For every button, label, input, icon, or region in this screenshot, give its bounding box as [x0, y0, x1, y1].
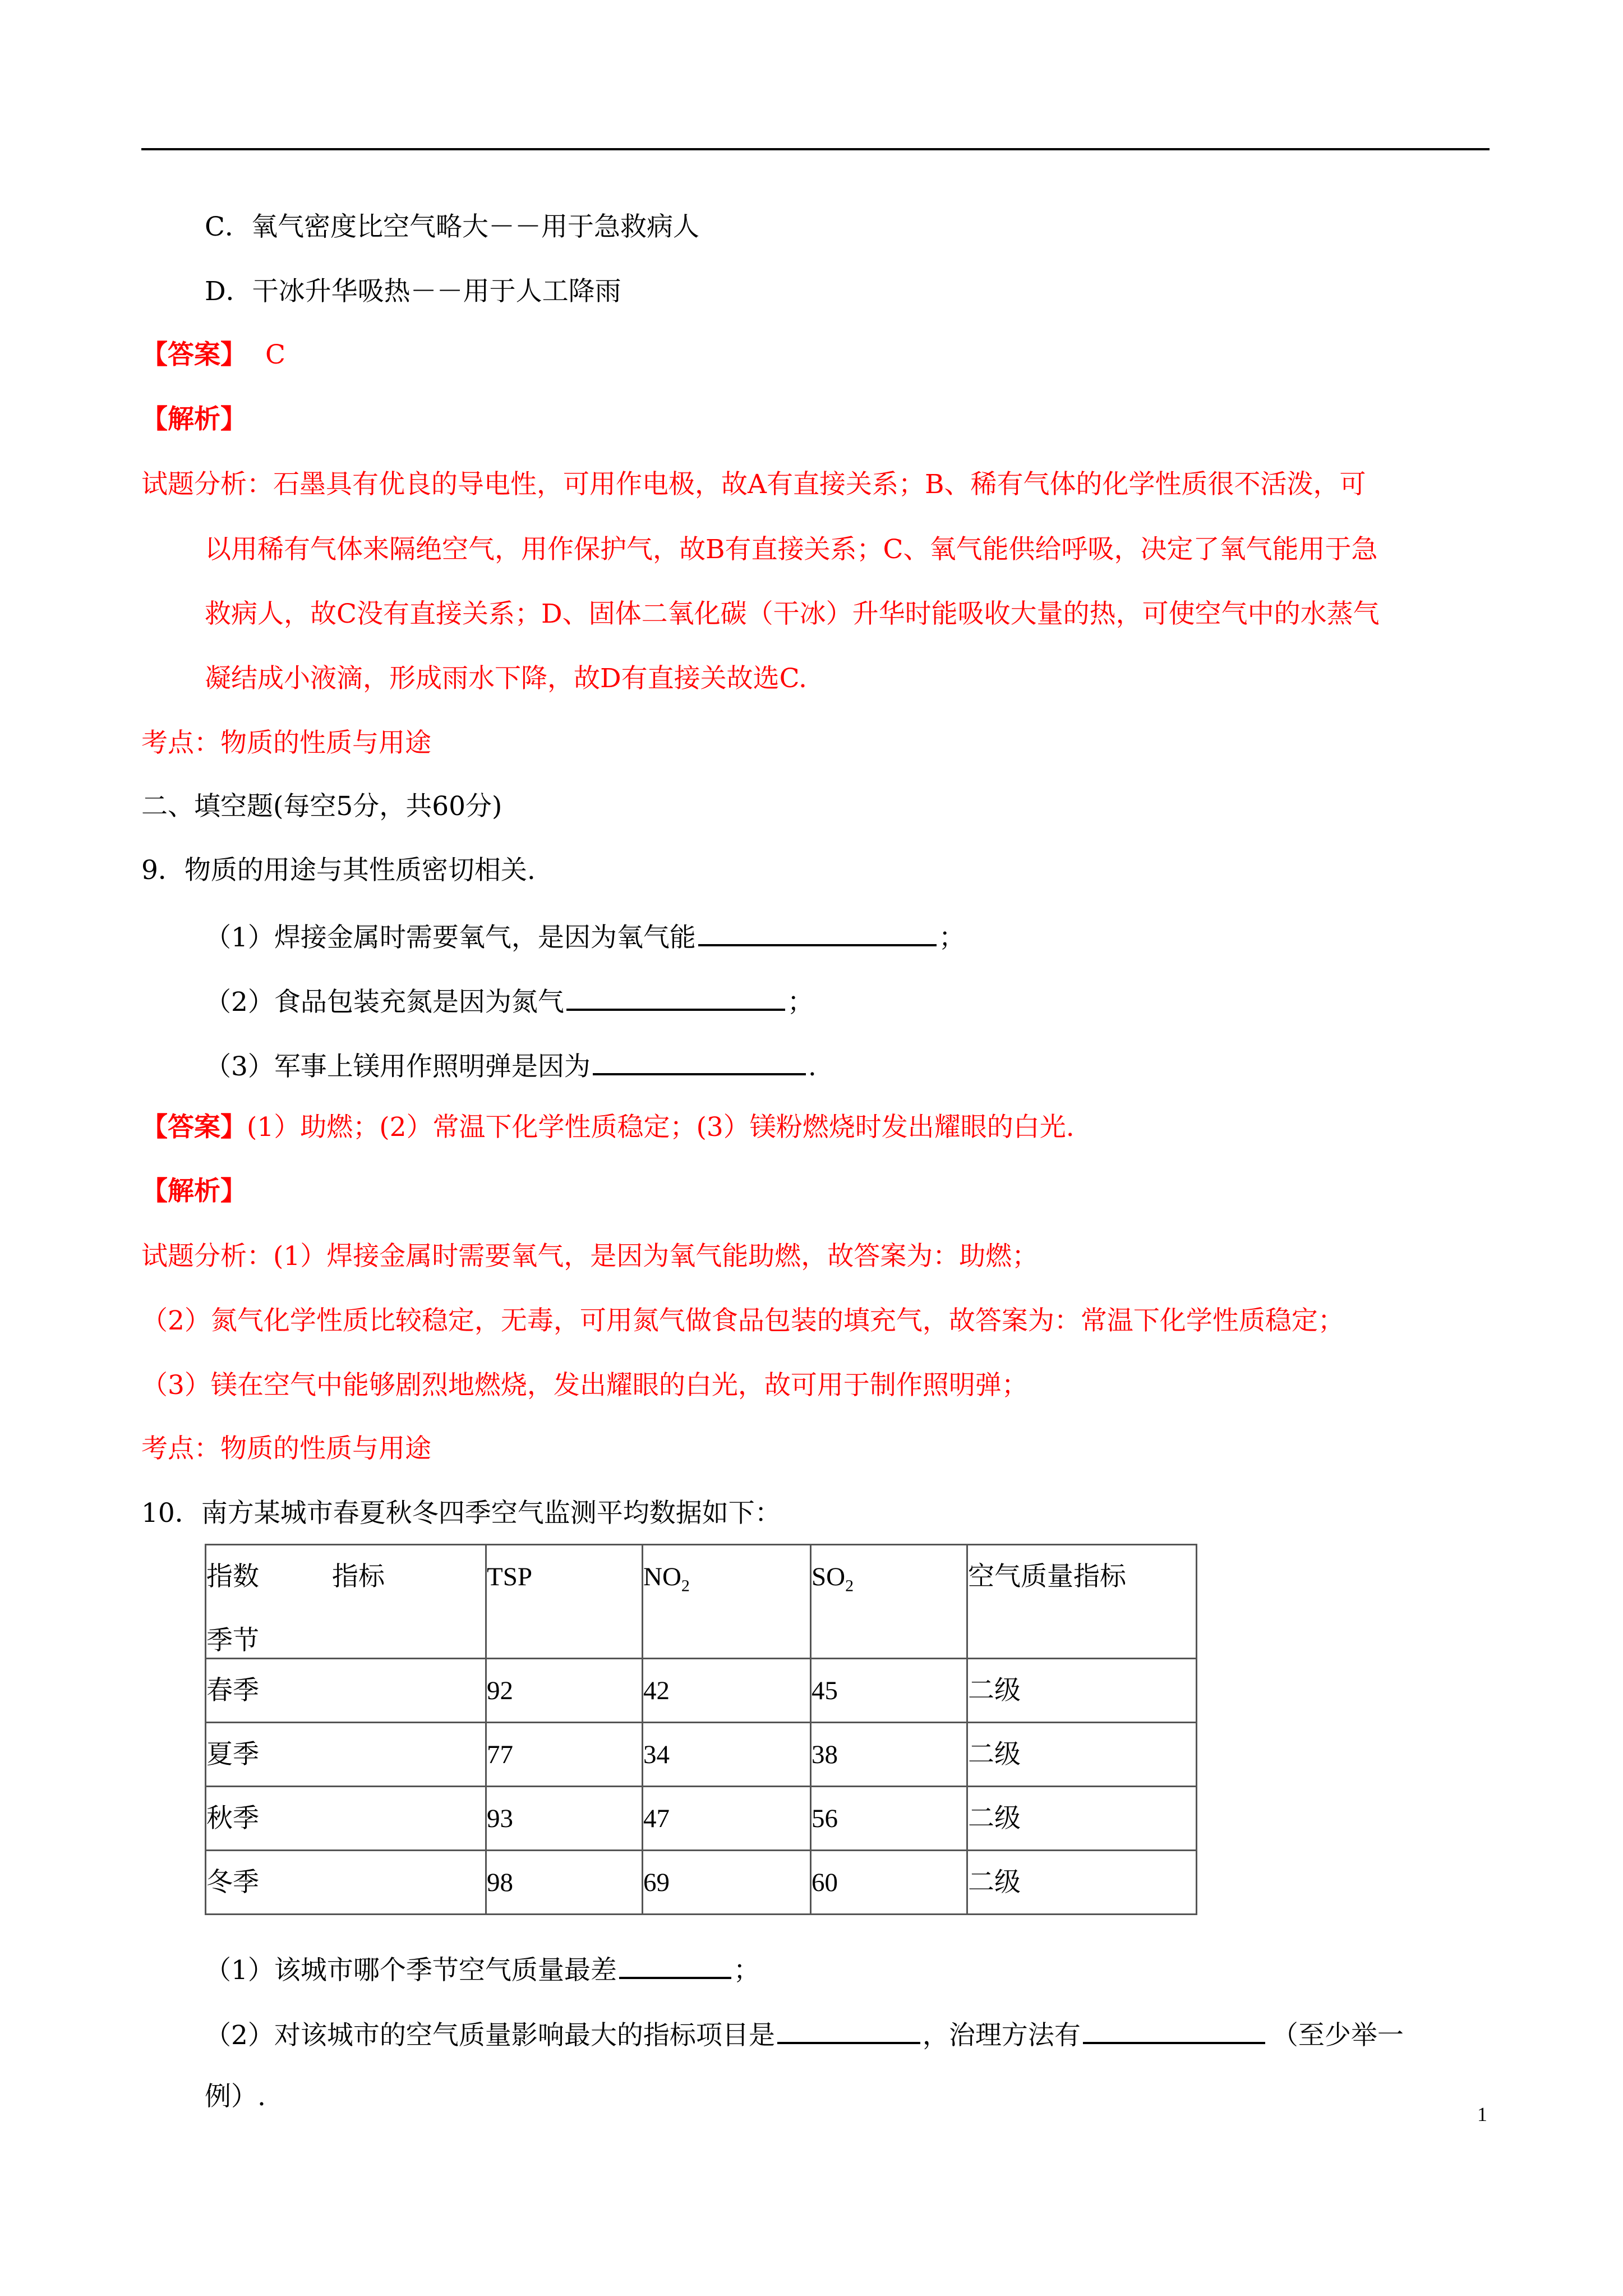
column-header-text: NO — [643, 1562, 681, 1591]
q10-sub-1 — [205, 1951, 760, 1987]
q9-stem: 9．物质的用途与其性质密切相关. — [141, 855, 536, 886]
no2-cell: 47 — [643, 1787, 811, 1851]
grade-cell: 二级 — [967, 1659, 1197, 1723]
corner-top-left: 指数 — [206, 1561, 259, 1592]
column-header-subscript: 2 — [845, 1576, 854, 1595]
answer-blank[interactable] — [777, 2016, 920, 2044]
answer-tag: 【答案】 — [141, 1112, 247, 1143]
q9-item-2 — [205, 983, 814, 1019]
column-header: 空气质量指标 — [967, 1545, 1197, 1659]
answer-value: C — [265, 339, 285, 370]
no2-cell: 42 — [643, 1659, 811, 1723]
season-cell: 冬季 — [206, 1851, 486, 1915]
q9-analysis-line-3: （3）镁在空气中能够剧烈地燃烧，发出耀眼的白光，故可用于制作照明弹； — [141, 1370, 1028, 1401]
q10-sub-2-tail: （至少举一 — [1271, 2020, 1404, 2051]
answer-tag: 【答案】 — [141, 339, 247, 370]
tsp-cell: 92 — [486, 1659, 643, 1723]
table-row — [206, 1723, 1197, 1787]
answer-blank[interactable] — [1083, 2016, 1265, 2044]
q9-answer — [141, 1111, 1075, 1144]
q10-sub-2-text: （2）对该城市的空气质量影响最大的指标项目是 — [205, 2020, 775, 2051]
so2-cell: 38 — [811, 1723, 967, 1787]
q9-item-3 — [205, 1047, 817, 1084]
q8-option-c: C．氧气密度比空气略大－－用于急救病人 — [205, 211, 699, 242]
column-header — [643, 1545, 811, 1659]
season-cell: 春季 — [206, 1659, 486, 1723]
q10-stem: 10．南方某城市春夏秋冬四季空气监测平均数据如下： — [141, 1498, 781, 1529]
q10-sub-2-continued: 例）. — [205, 2081, 266, 2112]
corner-bottom: 季节 — [206, 1625, 259, 1656]
q10-sub-1-tail: ； — [733, 1955, 760, 1986]
no2-cell: 34 — [643, 1723, 811, 1787]
q9-item-3-tail: . — [808, 1051, 817, 1082]
column-header: TSP — [486, 1545, 643, 1659]
season-cell: 夏季 — [206, 1723, 486, 1787]
q9-item-1-text: （1）焊接金属时需要氧气，是因为氧气能 — [205, 922, 696, 953]
answer-blank[interactable] — [619, 1951, 731, 1979]
corner-cell — [206, 1545, 486, 1659]
q8-option-d: D．干冰升华吸热－－用于人工降雨 — [205, 276, 621, 307]
season-cell: 秋季 — [206, 1787, 486, 1851]
answer-blank[interactable] — [698, 918, 937, 946]
grade-cell: 二级 — [967, 1787, 1197, 1851]
q8-analysis-line-2: 以用稀有气体来隔绝空气，用作保护气，故B有直接关系；C、氧气能供给呼吸，决定了氧气能用于急 — [205, 534, 1378, 565]
q8-kaodian: 考点：物质的性质与用途 — [141, 728, 431, 758]
air-quality-table — [205, 1544, 1197, 1915]
so2-cell: 56 — [811, 1787, 967, 1851]
q9-analysis-line-2: （2）氮气化学性质比较稳定，无毒，可用氮气做食品包装的填充气，故答案为：常温下化学性质稳定； — [141, 1305, 1344, 1336]
q10-sub-2-mid: ，治理方法有 — [922, 2020, 1081, 2051]
page-number: 1 — [1477, 2103, 1487, 2125]
table-row — [206, 1659, 1197, 1723]
q8-analysis-line-1: 试题分析：石墨具有优良的导电性，可用作电极，故A有直接关系；B、稀有气体的化学性质很不活泼，可 — [141, 469, 1366, 500]
grade-cell: 二级 — [967, 1723, 1197, 1787]
q9-analysis-tag: 【解析】 — [141, 1176, 247, 1207]
answer-text: (1）助燃；(2）常温下化学性质稳定；(3）镁粉燃烧时发出耀眼的白光. — [247, 1112, 1075, 1143]
q8-analysis-tag: 【解析】 — [141, 404, 247, 435]
q8-analysis-line-4: 凝结成小液滴，形成雨水下降，故D有直接关故选C. — [205, 663, 807, 694]
table-row — [206, 1851, 1197, 1915]
q10-sub-2 — [205, 2016, 1404, 2053]
header-rule — [141, 148, 1490, 150]
q8-analysis-line-3: 救病人，故C没有直接关系；D、固体二氧化碳（干冰）升华时能吸收大量的热，可使空气中的水蒸气 — [205, 599, 1380, 629]
tsp-cell: 77 — [486, 1723, 643, 1787]
q9-item-1-tail: ； — [938, 922, 965, 953]
tsp-cell: 93 — [486, 1787, 643, 1851]
no2-cell: 69 — [643, 1851, 811, 1915]
q10-sub-1-text: （1）该城市哪个季节空气质量最差 — [205, 1955, 617, 1986]
q9-item-2-text: （2）食品包装充氮是因为氮气 — [205, 987, 564, 1018]
column-header-text: SO — [811, 1562, 846, 1591]
so2-cell: 60 — [811, 1851, 967, 1915]
column-header — [811, 1545, 967, 1659]
q9-item-2-tail: ； — [787, 987, 814, 1018]
q9-item-1 — [205, 918, 965, 955]
tsp-cell: 98 — [486, 1851, 643, 1915]
table-row — [206, 1787, 1197, 1851]
q9-analysis-line-1: 试题分析：(1）焊接金属时需要氧气，是因为氧气能助燃，故答案为：助燃； — [141, 1241, 1039, 1272]
answer-blank[interactable] — [593, 1047, 806, 1075]
q9-item-3-text: （3）军事上镁用作照明弹是因为 — [205, 1051, 591, 1082]
column-header-subscript: 2 — [681, 1576, 690, 1595]
table-header-row — [206, 1545, 1197, 1659]
grade-cell: 二级 — [967, 1851, 1197, 1915]
section-title: 二、填空题(每空5分，共60分) — [141, 791, 502, 822]
so2-cell: 45 — [811, 1659, 967, 1723]
q8-answer — [141, 338, 285, 372]
corner-top-right: 指标 — [332, 1561, 385, 1592]
answer-blank[interactable] — [566, 983, 785, 1011]
q9-kaodian: 考点：物质的性质与用途 — [141, 1433, 431, 1464]
